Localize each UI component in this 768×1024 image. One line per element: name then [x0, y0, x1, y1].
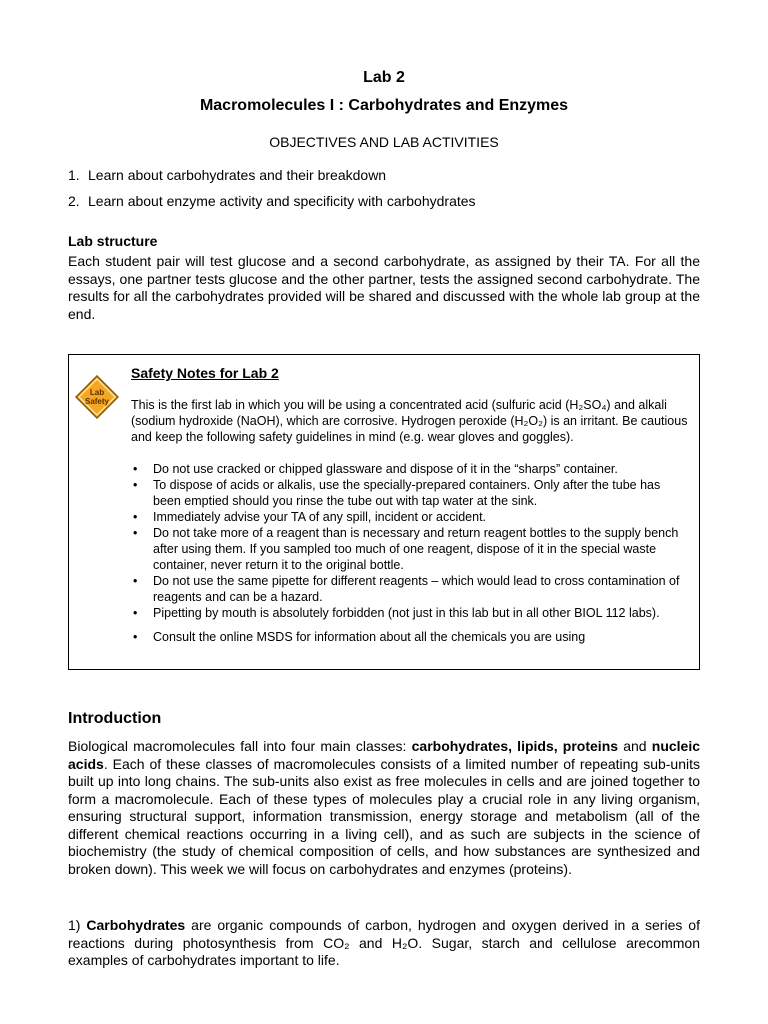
- carb-bold: Carbohydrates: [86, 917, 186, 933]
- list-item: • Do not use cracked or chipped glassware and dispose of it in the “sharps” container.: [131, 461, 691, 477]
- objectives-list: [68, 166, 700, 218]
- safety-list: [131, 461, 691, 645]
- list-item: • To dispose of acids or alkalis, use the specially-prepared containers. Only after the tube has been emptied should you rinse the tube out with tap water at the sink.: [131, 477, 691, 509]
- carbohydrates-paragraph: [68, 917, 700, 970]
- carb-number: 1): [68, 917, 87, 933]
- list-item: [68, 166, 700, 192]
- safety-intro: This is the first lab in which you will be using a concentrated acid (sulfuric acid (H₂SO₄) and alkali (sodium hydroxide (NaOH), which are corrosive. Hydrogen peroxide (H₂O₂) is an irritant. Be cautious and keep the following safety guidelines in mind (e.g. wear gloves and goggles).: [131, 398, 688, 444]
- list-item: • Do not use the same pipette for different reagents – which would lead to cross contamination of reagents and can be a hazard.: [131, 573, 691, 605]
- list-item: [68, 192, 700, 218]
- list-item: • Consult the online MSDS for information about all the chemicals you are using: [131, 629, 691, 645]
- list-item: • Do not take more of a reagent than is necessary and return reagent bottles to the supply bench after using them. If you sampled too much of one reagent, dispose of it in the special waste container, never return it to the original bottle.: [131, 525, 691, 573]
- intro-text: . Each of these classes of macromolecules consists of a limited number of repeating sub-units built up into long chains. The sub-units also exist as free molecules in cells and are joined together to form a macromolecule. Each of these types of molecules play a crucial role in any living organism, ensuring structural support, information transmission, energy storage and metabolism (all of the different chemical reactions occurring in a living cell), and as such are subjects in the science of biochemistry (the study of chemical composition of cells, and how substances are synthesized and broken down). This week we will focus on carbohydrates and enzymes (proteins).: [68, 755, 700, 877]
- carb-text: are organic compounds of carbon, hydrogen and oxygen derived in a series of reactions during photosynthesis from CO₂ and H₂O. Sugar, starch and cellulose arecommon examples of carbohydrates important to life.: [68, 917, 700, 968]
- safety-icon-text-2: Safety: [84, 397, 110, 406]
- lab-safety-icon: [75, 375, 119, 419]
- list-number: 1.: [68, 167, 80, 183]
- objectives-heading: OBJECTIVES AND LAB ACTIVITIES: [269, 134, 499, 150]
- list-item: • Immediately advise your TA of any spill, incident or accident.: [131, 509, 691, 525]
- list-text: Learn about carbohydrates and their breakdown: [88, 167, 387, 183]
- list-item: • Pipetting by mouth is absolutely forbidden (not just in this lab but in all other BIOL 112 labs).: [131, 605, 691, 621]
- page-title: Macromolecules I : Carbohydrates and Enzymes: [199, 97, 569, 114]
- lab-number: Lab 2: [363, 69, 405, 86]
- list-text: Learn about enzyme activity and specificity with carbohydrates: [88, 193, 476, 209]
- intro-text: and: [618, 738, 652, 754]
- intro-bold: carbohydrates, lipids, proteins: [411, 738, 619, 754]
- safety-notes-box: [68, 354, 700, 670]
- safety-icon-text-1: Lab: [89, 388, 105, 397]
- lab-structure-text: Each student pair will test glucose and a second carbohydrate, as assigned by their TA. For all the essays, one partner tests glucose and the other partner, tests the assigned second carbohydrate. The results for all the carbohydrates provided will be shared and discussed with the whole lab group at the end.: [68, 253, 700, 322]
- intro-text: Biological macromolecules fall into four main classes:: [68, 738, 412, 754]
- introduction-heading: Introduction: [68, 710, 162, 727]
- list-number: 2.: [68, 193, 80, 209]
- safety-title: Safety Notes for Lab 2: [131, 365, 279, 381]
- introduction-paragraph: [68, 738, 700, 878]
- lab-structure-heading: Lab structure: [68, 233, 158, 249]
- intro-bold: nucleic acids: [68, 738, 701, 772]
